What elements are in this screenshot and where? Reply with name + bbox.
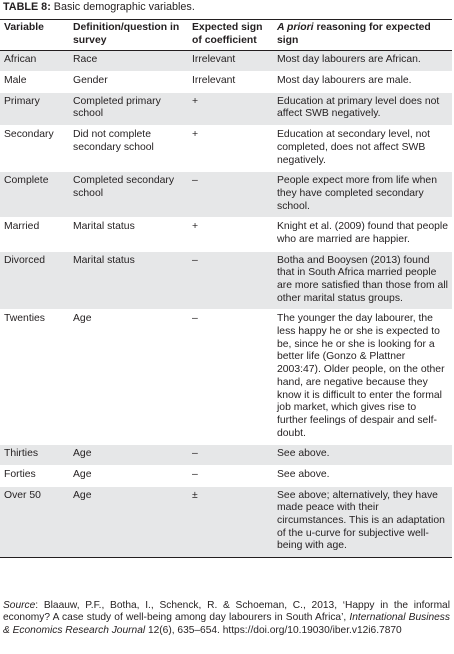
table-row	[0, 251, 452, 310]
cell-reasoning: People expect more from life when they have completed secondary school.	[273, 172, 452, 218]
cell-reasoning: Most day labourers are African.	[273, 51, 452, 72]
cell-definition: Age	[69, 445, 188, 466]
header-reasoning	[273, 20, 452, 51]
cell-expected-sign: –	[188, 445, 273, 466]
cell-definition: Age	[69, 486, 188, 557]
cell-variable: Male	[0, 72, 69, 93]
cell-definition: Did not complete secondary school	[69, 126, 188, 172]
cell-reasoning: See above; alternatively, they have made peace with their circumstances. This is an adaptation of the u-curve for subjective well-being with age.	[273, 486, 452, 557]
table-caption	[3, 1, 195, 14]
cell-variable: Thirties	[0, 445, 69, 466]
cell-expected-sign: –	[188, 251, 273, 310]
cell-variable: Forties	[0, 465, 69, 486]
cell-expected-sign: –	[188, 310, 273, 445]
cell-variable: Over 50	[0, 486, 69, 557]
cell-variable: Married	[0, 218, 69, 251]
header-variable: Variable	[0, 20, 69, 51]
cell-definition: Gender	[69, 72, 188, 93]
cell-expected-sign: Irrelevant	[188, 51, 273, 72]
cell-definition: Completed primary school	[69, 92, 188, 125]
header-definition: Definition/question in survey	[69, 20, 188, 51]
cell-expected-sign: –	[188, 465, 273, 486]
cell-reasoning: Knight et al. (2009) found that people who are married are happier.	[273, 218, 452, 251]
table-row	[0, 310, 452, 445]
cell-definition: Marital status	[69, 251, 188, 310]
cell-variable: Secondary	[0, 126, 69, 172]
cell-definition: Completed secondary school	[69, 172, 188, 218]
caption-label: TABLE 8:	[3, 1, 51, 13]
cell-expected-sign: +	[188, 218, 273, 251]
table-row	[0, 218, 452, 251]
cell-variable: Divorced	[0, 251, 69, 310]
cell-variable: Twenties	[0, 310, 69, 445]
cell-reasoning: Education at primary level does not affect SWB negatively.	[273, 92, 452, 125]
cell-definition: Age	[69, 465, 188, 486]
cell-variable: Complete	[0, 172, 69, 218]
demographic-variables-table	[0, 19, 452, 558]
source-journal: International Business & Economics Research Journal	[3, 612, 450, 636]
cell-variable: African	[0, 51, 69, 72]
table-row	[0, 172, 452, 218]
cell-reasoning: See above.	[273, 445, 452, 466]
cell-reasoning: Botha and Booysen (2013) found that in South Africa married people are more satisfied than those from all other marital status groups.	[273, 251, 452, 310]
cell-definition: Marital status	[69, 218, 188, 251]
table-row	[0, 51, 452, 72]
header-row	[0, 20, 452, 51]
table-row	[0, 486, 452, 557]
cell-definition: Race	[69, 51, 188, 72]
table-row	[0, 126, 452, 172]
cell-expected-sign: +	[188, 126, 273, 172]
source-note	[3, 600, 450, 637]
cell-reasoning: The younger the day labourer, the less happy he or she is expected to be, since he or she is looking for a better life (Gonzo & Plattner 2003:47). Older people, on the other hand, are negative because they know it is difficult to enter the formal job market, which gives rise to further feelings of despair and self-doubt.	[273, 310, 452, 445]
cell-variable: Primary	[0, 92, 69, 125]
source-text-2: 12(6), 635–654. https://doi.org/10.19030/iber.v12i6.7870	[145, 624, 402, 636]
cell-definition: Age	[69, 310, 188, 445]
cell-expected-sign: –	[188, 172, 273, 218]
table-row	[0, 72, 452, 93]
cell-expected-sign: ±	[188, 486, 273, 557]
table-row	[0, 465, 452, 486]
table-row	[0, 445, 452, 466]
caption-text: Basic demographic variables.	[53, 1, 195, 13]
source-text-1: : Blaauw, P.F., Botha, I., Schenck, R. & Schoeman, C., 2013, ‘Happy in the informal economy? A case study of well-being among day labourers in South Africa’,	[3, 600, 450, 624]
cell-reasoning: See above.	[273, 465, 452, 486]
source-label: Source	[3, 600, 36, 611]
header-reasoning-italic: A priori	[277, 22, 314, 33]
cell-reasoning: Most day labourers are male.	[273, 72, 452, 93]
cell-reasoning: Education at secondary level, not completed, does not affect SWB negatively.	[273, 126, 452, 172]
cell-expected-sign: +	[188, 92, 273, 125]
header-reasoning-rest: reasoning for expected sign	[277, 22, 431, 46]
table-row	[0, 92, 452, 125]
header-expected-sign: Expected sign of coefficient	[188, 20, 273, 51]
cell-expected-sign: Irrelevant	[188, 72, 273, 93]
